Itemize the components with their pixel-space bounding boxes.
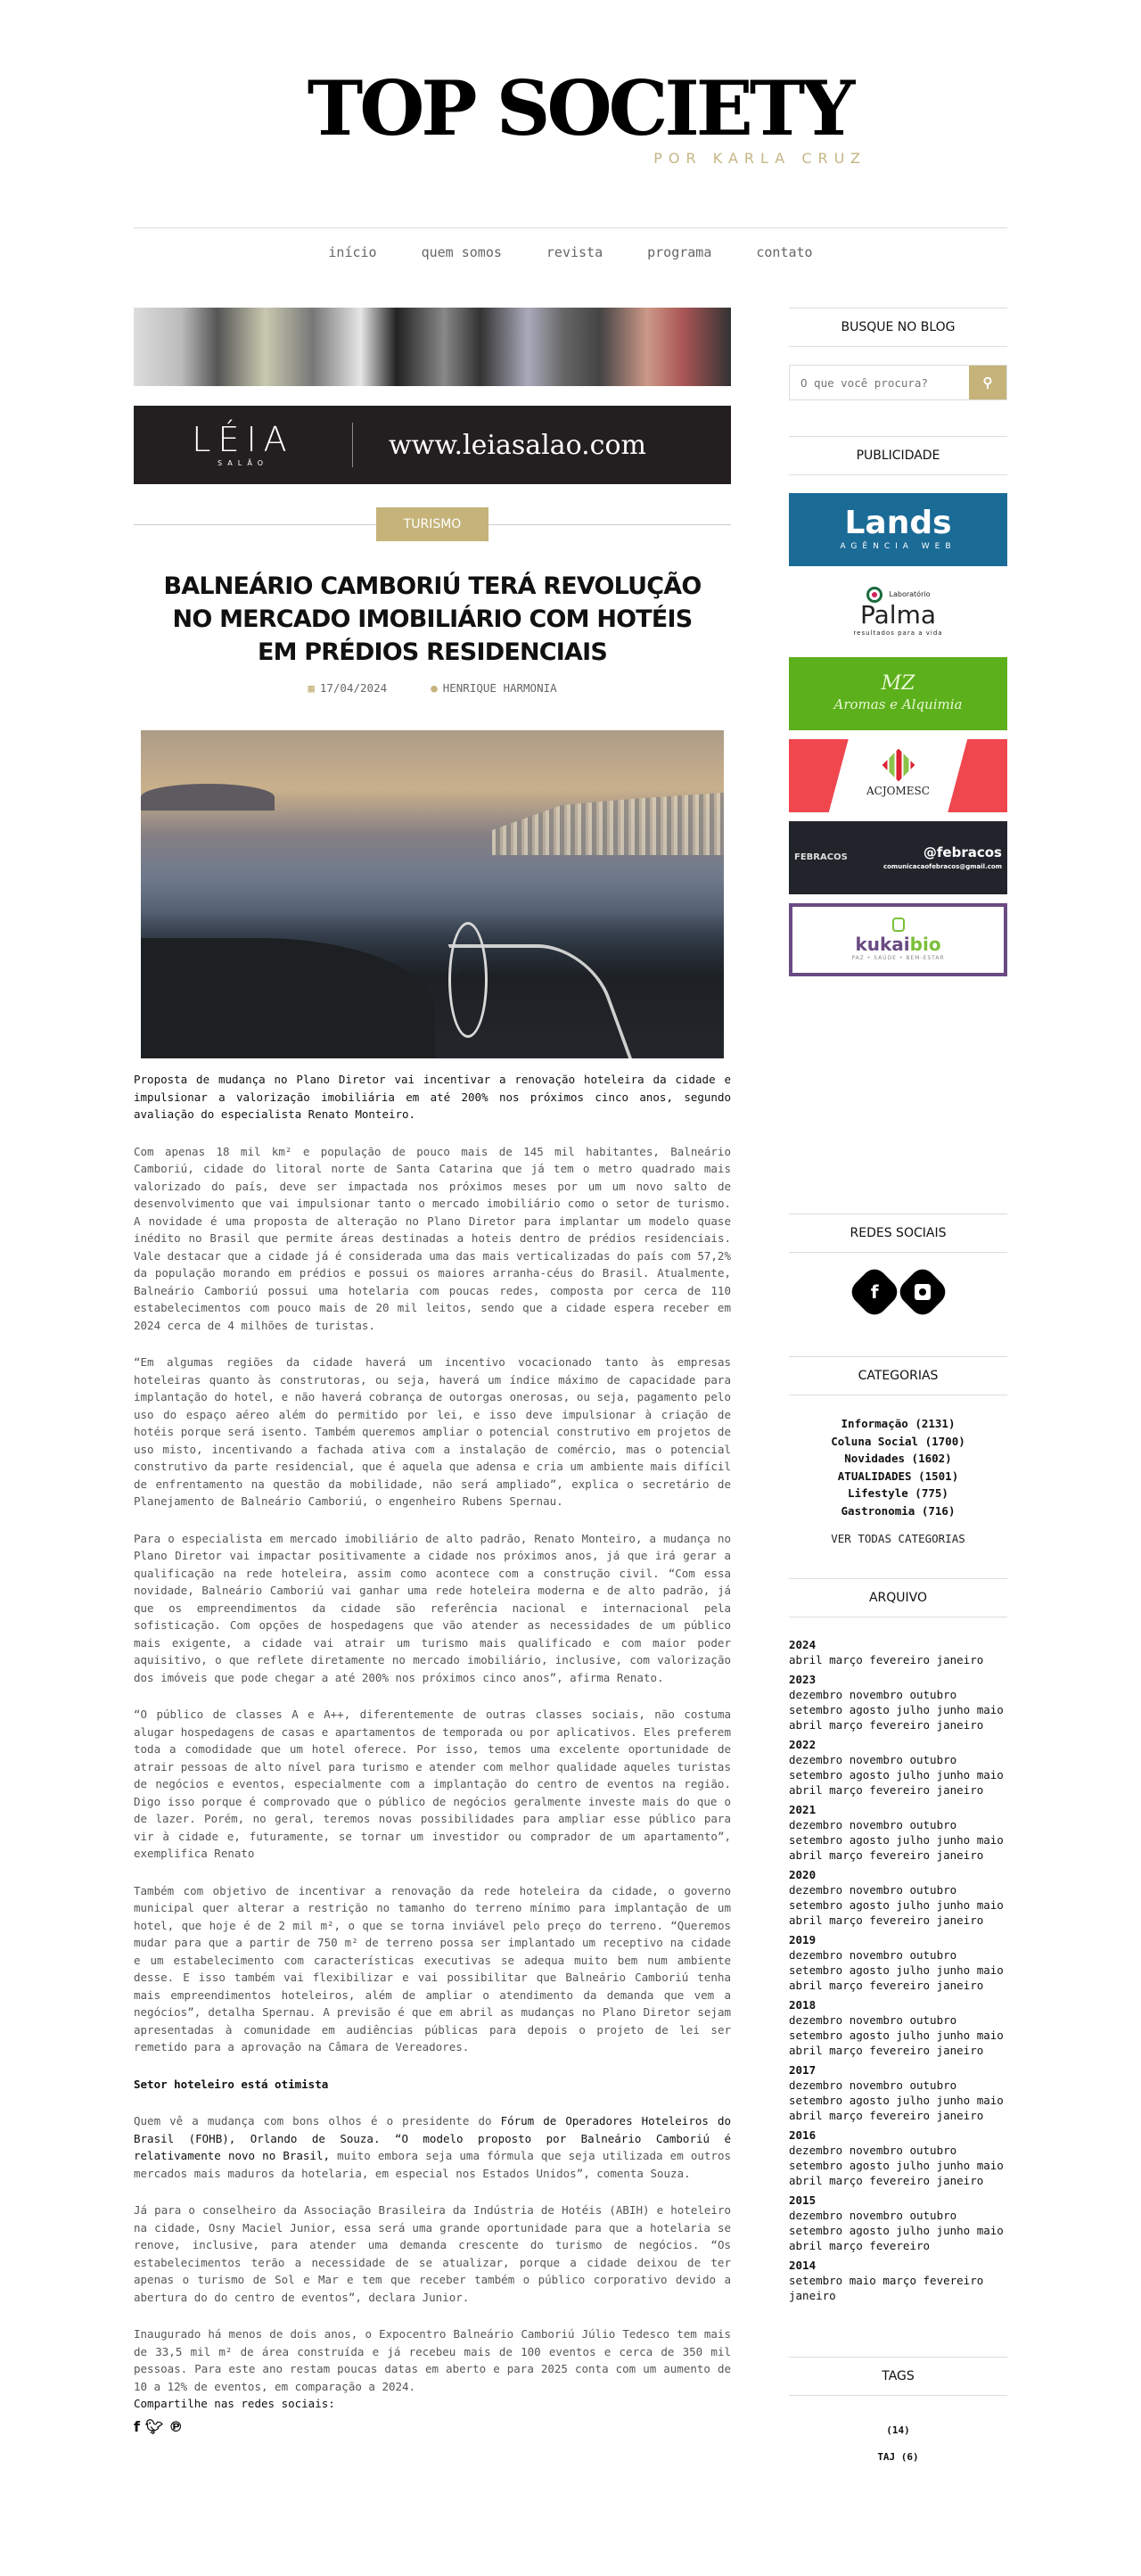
article-paragraph: “O público de classes A e A++, diferentemente de outras classes sociais, não costuma alugar hospedagens de casas e apartamentos de temporada ou por aplicativos. Eles preferem toda a comodidade que um hotel oferece. Por isso, temos uma excelente oportunidade de atrair pessoas de alto nível para turismo e atender com melhor qualidade aqueles turistas de negócios e eventos, especialmente com a implantação do centro de eventos na região. Digo isso porque é comprovado que o público de negócios geralmente investe mais do que o de lazer. Porém, no geral, teremos novas possibilidades para ampliar esse público para vir à cidade e, futuramente, se tornar um investidor ou comprador de um apartamento”, exemplifica Renato: [134, 1708, 731, 1860]
ad-text: ACJOMESC: [866, 785, 930, 798]
febracos-contact: [857, 845, 1002, 870]
post-author[interactable]: HENRIQUE HARMONIA: [442, 681, 557, 695]
leia-logo-sub: SALÃO: [218, 459, 268, 467]
logo-subtitle: POR KARLA CRUZ: [653, 150, 866, 167]
ad-text: Palma: [860, 599, 936, 630]
ad-text: comunicacaofebracos@gmail.com: [882, 863, 1002, 871]
ad-text: Laboratório: [889, 590, 931, 599]
category-link[interactable]: ATUALIDADES (1501): [837, 1469, 959, 1483]
search-icon: ⚲: [982, 375, 993, 391]
nav-inicio[interactable]: início: [328, 244, 377, 260]
archive-months[interactable]: dezembro novembro outubro setembro agosto julho junho maio abril março fevereiro janeiro: [789, 2078, 1004, 2122]
text-span: Quem vê a mudança com bons olhos é o presidente do: [134, 2114, 501, 2127]
article-subheading: Setor hoteleiro está otimista: [134, 2077, 329, 2091]
ad-mz-aromas[interactable]: [789, 657, 1007, 730]
sidebar: [789, 308, 1007, 2478]
site-logo[interactable]: [276, 64, 882, 167]
leia-salao-banner[interactable]: [134, 406, 731, 484]
article-lead: Proposta de mudança no Plano Diretor vai incentivar a renovação hoteleira da cidade e impulsionar a valorização imobiliária em até 200% nos próximos cinco anos, segundo avaliação do especialista Renato Monteiro.: [134, 1073, 731, 1121]
archive-year[interactable]: 2023: [789, 1672, 817, 1686]
archive-months[interactable]: dezembro novembro outubro setembro agosto julho junho maio abril março fevereiro janeiro: [789, 1752, 1004, 1797]
leia-logo: [134, 420, 352, 467]
archive-year[interactable]: 2016: [789, 2127, 817, 2142]
archive-year[interactable]: 2017: [789, 2062, 817, 2077]
archive-year[interactable]: 2021: [789, 1802, 817, 1816]
archive-year[interactable]: 2020: [789, 1867, 817, 1881]
article-paragraph: “Em algumas regiões da cidade haverá um incentivo vocacionado tanto às empresas hoteleiras quanto às construtoras, ou seja, haverá um índice máximo de capacidade para implantação do hotel, e não haverá cobrança de outorgas onerosas, ou seja, pagamento pelo uso do espaço aéreo além do permitido por lei, e isso deve impulsionar à criação de hotéis porque será isento. Também queremos ampliar o potencial construtivo em projetos de uso misto, incentivando a fachada ativa com a instalação de comércio, mas o potencial construtivo da parte residencial, que é aquela que adensa e cria um ambiente mais difícil de enfrentamento na questão da mobilidade, não será ampliado”, explica o secretário de Planejamento de Balneário Camboriú, o engenheiro Rubens Spernau.: [134, 1355, 731, 1508]
archive-year[interactable]: 2022: [789, 1737, 817, 1751]
text-strong: Fórum de Operadores Hoteleiros do Brasil (FOHB), Orlando de Souza. “O modelo proposto por Balneário Camboriú é relativamente novo no Brasil,: [134, 2114, 731, 2162]
skyline-shape: [492, 793, 724, 855]
ad-text: @febracos: [923, 844, 1002, 860]
search-form: [789, 365, 1007, 400]
ad-text: kukai: [855, 934, 910, 956]
nav-quem-somos[interactable]: quem somos: [421, 244, 502, 260]
magazine-covers-banner[interactable]: [134, 308, 731, 386]
instagram-link[interactable]: [894, 1264, 949, 1320]
acjomesc-logo-icon: [882, 749, 915, 782]
leia-logo-text: LÉIA: [192, 420, 294, 459]
post-title: BALNEÁRIO CAMBORIÚ TERÁ REVOLUÇÃO NO MERCADO IMOBILIÁRIO COM HOTÉIS EM PRÉDIOS RESIDENCIAIS: [163, 572, 702, 666]
search-input[interactable]: [790, 366, 969, 399]
social-links: [789, 1272, 1007, 1312]
ad-lands[interactable]: [789, 493, 1007, 566]
ad-acjomesc[interactable]: [789, 739, 1007, 812]
nav-revista[interactable]: revista: [546, 244, 603, 260]
category-link[interactable]: Coluna Social (1700): [831, 1434, 965, 1448]
archive-months[interactable]: dezembro novembro outubro setembro agosto julho junho maio abril março fevereiro janeiro: [789, 2143, 1004, 2187]
logo-title: TOP SOCIETY: [307, 64, 852, 152]
main-column: [134, 308, 731, 2436]
archive-months[interactable]: dezembro novembro outubro setembro agosto julho junho maio abril março fevereiro janeiro: [789, 2012, 1004, 2057]
banner-divider: [352, 423, 353, 467]
leaf-icon: [892, 918, 905, 932]
kukai-logo-text: [855, 934, 940, 954]
user-icon: ●: [431, 681, 438, 695]
article-body: [134, 1071, 731, 2436]
hills-shape: [141, 784, 275, 811]
calendar-icon: ▦: [308, 681, 315, 695]
tag-link[interactable]: TAJ (6): [877, 2450, 919, 2463]
article-paragraph: Também com objetivo de incentivar a renovação da rede hoteleira da cidade, o governo municipal quer alterar a restrição no tamanho do terreno mínimo para implantação de um hotel, que hoje é de 2 mil m², o que se torna inviável pelo preço do terreno. “Queremos mudar para que a partir de 750 m² de terreno possa ser implantado um receptivo na cidade e um estabelecimento com características executivas se adequa muito bem num ambiente desse. E isso também vai flexibilizar e vai possibilitar que Balneário Camboriú tenha mais empreendimentos hoteleiros, além de ampliar o atendimento da demanda que vem a negócios”, detalha Spernau. A previsão é que em abril as mudanças no Plano Diretor sejam apresentadas à comunidade em audiências públicas para depois o projeto de lei ser remetido para a aprovação na Câmara de Vereadores.: [134, 1883, 731, 2053]
all-categories-link[interactable]: VER TODAS CATEGORIAS: [831, 1532, 965, 1545]
archive-months[interactable]: setembro maio março fevereiro janeiro: [789, 2273, 984, 2302]
archive-year[interactable]: 2014: [789, 2258, 817, 2272]
categories-list: [789, 1415, 1007, 1548]
categories-widget-title: CATEGORIAS: [789, 1356, 1007, 1395]
pinterest-icon[interactable]: ℗: [168, 2417, 184, 2435]
facebook-icon[interactable]: f: [134, 2417, 140, 2435]
ad-febracos[interactable]: [789, 821, 1007, 894]
post-meta: [134, 681, 731, 695]
twitter-icon[interactable]: 🐦︎: [144, 2417, 164, 2435]
category-row: [134, 507, 731, 541]
share-icons: [134, 2418, 731, 2436]
tags-widget-title: TAGS: [789, 2357, 1007, 2396]
archive-months[interactable]: abril março fevereiro janeiro: [789, 1652, 984, 1667]
archive-year[interactable]: 2024: [789, 1637, 817, 1651]
nav-programa[interactable]: programa: [647, 244, 712, 260]
facebook-icon: f: [870, 1280, 878, 1303]
ad-kukaibio[interactable]: [789, 903, 1007, 976]
archive-widget-title: ARQUIVO: [789, 1578, 1007, 1617]
facebook-link[interactable]: [846, 1264, 901, 1320]
search-button[interactable]: [969, 366, 1006, 399]
tags-list: [789, 2424, 1007, 2464]
instagram-icon: [915, 1284, 931, 1300]
ad-palma[interactable]: [789, 575, 1007, 648]
leia-url: www.leiasalao.com: [389, 429, 646, 461]
article-paragraph: Inaugurado há menos de dois anos, o Expocentro Balneário Camboriú Júlio Tedesco tem mais de 33,5 mil m² de área construída e já recebeu mais de 100 eventos e cerca de 350 mil pessoas. Para este ano restam poucas datas em aberto e para 2025 conta com um aumento de 10 a 12% de eventos, em comparação a 2024.: [134, 2327, 731, 2393]
social-widget-title: REDES SOCIAIS: [789, 1214, 1007, 1253]
ad-text: FEBRACOS: [794, 852, 848, 863]
main-nav: [134, 227, 1007, 281]
post-date: 17/04/2024: [319, 681, 388, 695]
article-paragraph: Para o especialista em mercado imobiliário de alto padrão, Renato Monteiro, a mudança no Plano Diretor vai impactar positivamente a cidade nos próximos anos, já que irá gerar a qualificação na rede hoteleira, assim como acontece com a construção civil. “Com essa novidade, Balneário Camboriú vai ganhar uma rede hoteleira moderna e de alto padrão, já que os empreendimentos da cidade são referência nacional e internacional pela sofisticação. Com opções de hospedagens que vão atender as necessidades de um público mais exigente, a cidade vai atrair um turismo mais qualificado e com maior poder aquisitivo, o que reflete diretamente no mercado imobiliário, inclusive, com valorização dos imóveis que pode chegar a até 200% nos próximos cinco anos”, afirma Renato.: [134, 1531, 731, 1684]
article-paragraph: Com apenas 18 mil km² e população de pouco mais de 145 mil habitantes, Balneário Camboriú, cidade do litoral norte de Santa Catarina que já tem o metro quadrado mais valorizado do país, deve ser impactada nos próximos meses por um um novo salto de desenvolvimento que vai impulsionar tanto o mercado imobiliário como o setor de turismo. A novidade é uma proposta de alteração no Plano Diretor para implantar um modelo quase inédito no Brasil que permite áreas destinadas a hoteis dentro de prédios residenciais. Vale destacar que a cidade já é considerada uma das mais verticalizadas do país com 57,2% da população morando em prédios e possui os maiores arranha-céus do Brasil. Atualmente, Balneário Camboriú possui uma hotelaria com poucas redes, composta por cerca de 110 estabelecimentos com pouco mais de 20 mil leitos, sendo que a cidade espera receber em 2024 cerca de 4 milhões de turistas.: [134, 1144, 731, 1332]
archive-months[interactable]: dezembro novembro outubro setembro agosto julho junho maio abril março fevereiro janeiro: [789, 1817, 1004, 1862]
archive-year[interactable]: 2015: [789, 2193, 817, 2207]
nav-contato[interactable]: contato: [756, 244, 813, 260]
ad-text: AGÊNCIA WEB: [840, 542, 956, 552]
palma-logo-icon: [866, 587, 882, 603]
category-link[interactable]: Lifestyle (775): [848, 1486, 948, 1500]
ad-text: Lands: [844, 505, 952, 542]
ad-text: Aromas e Alquimia: [833, 696, 963, 713]
archive-months[interactable]: dezembro novembro outubro setembro agosto julho junho maio abril março fevereiro janeiro: [789, 1947, 1004, 1992]
ad-text: PAZ • SAÚDE • BEM-ESTAR: [851, 955, 945, 962]
ads-widget-title: PUBLICIDADE: [789, 436, 1007, 475]
article-paragraph: [134, 2112, 731, 2182]
archive-year[interactable]: 2019: [789, 1932, 817, 1946]
article-paragraph: Já para o conselheiro da Associação Brasileira da Indústria de Hotéis (ABIH) e hoteleiro na cidade, Osny Maciel Junior, essa será uma grande oportunidade para que a hotelaria se renove, inclusive, para atender uma demanda crescente do turismo de negócios. “Os estabelecimentos terão a necessidade de se atualizar, porque a cidade deixou de ter apenas o turismo de Sol e Mar e tem que receber também o público corporativo devido a abertura do do centro de eventos”, declara Junior.: [134, 2203, 731, 2304]
tag-link[interactable]: (14): [886, 2424, 910, 2436]
archive-months[interactable]: dezembro novembro outubro setembro agosto julho junho maio abril março fevereiro janeiro: [789, 1882, 1004, 1927]
ad-text: bio: [909, 934, 941, 956]
archive-list: [789, 1637, 1007, 2303]
ferris-wheel-shape: [448, 922, 488, 1038]
search-widget-title: BUSQUE NO BLOG: [789, 308, 1007, 347]
forest-shape: [141, 938, 435, 1058]
category-link[interactable]: Novidades (1602): [844, 1452, 952, 1465]
ads-list: [789, 493, 1007, 976]
share-label: Compartilhe nas redes sociais:: [134, 2397, 335, 2410]
ad-text: MZ: [881, 672, 915, 695]
archive-months[interactable]: dezembro novembro outubro setembro agosto julho junho maio abril março fevereiro: [789, 2208, 1004, 2252]
archive-months[interactable]: dezembro novembro outubro setembro agosto julho junho maio abril março fevereiro janeiro: [789, 1687, 1004, 1732]
category-badge[interactable]: TURISMO: [376, 507, 488, 541]
category-link[interactable]: Informação (2131): [841, 1417, 956, 1430]
hero-image: [141, 730, 724, 1058]
archive-year[interactable]: 2018: [789, 1997, 817, 2012]
category-link[interactable]: Gastronomia (716): [841, 1503, 956, 1518]
ad-text: resultados para a vida: [853, 629, 943, 637]
text-span: muito embora seja uma fórmula que seja utilizada em outros mercados mais maduros da hotelaria, em especial nos Estados Unidos”, comenta Souza.: [134, 2149, 731, 2180]
